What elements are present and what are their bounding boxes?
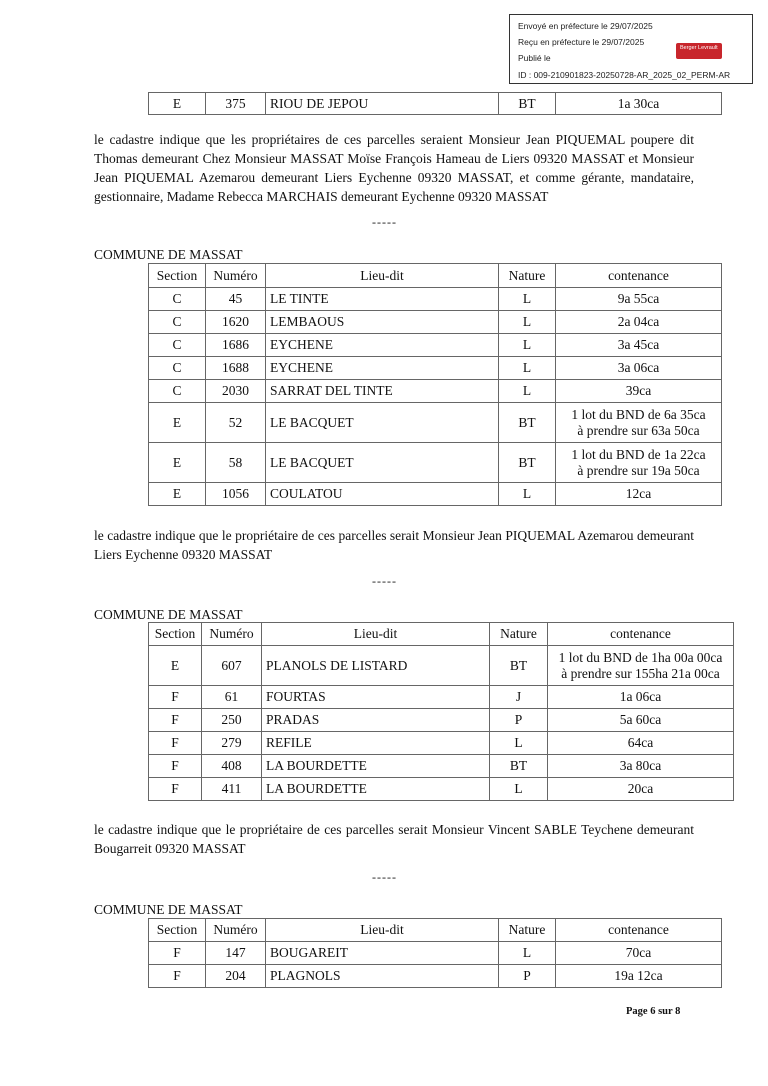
table-row	[149, 686, 734, 709]
cell-section: F	[149, 778, 202, 801]
cell-nature: BT	[499, 403, 556, 443]
cell-numero: 1686	[206, 334, 266, 357]
cell-nature: P	[499, 965, 556, 988]
cell-lieu-dit: LA BOURDETTE	[262, 755, 490, 778]
cell-nature: L	[490, 732, 548, 755]
cell-contenance	[556, 443, 722, 483]
cell-contenance: 3a 45ca	[556, 334, 722, 357]
page-current: 6	[650, 1006, 656, 1017]
cell-lieu-dit: REFILE	[262, 732, 490, 755]
header-numero: Numéro	[206, 919, 266, 942]
cell-numero: 1056	[206, 483, 266, 506]
contenance-line-1: 1 lot du BND de 1a 22ca	[571, 446, 706, 462]
cell-numero: 408	[202, 755, 262, 778]
cell-section: C	[149, 334, 206, 357]
header-numero: Numéro	[202, 623, 262, 646]
page-number	[626, 1006, 680, 1017]
cell-contenance: 12ca	[556, 483, 722, 506]
cell-section: E	[149, 483, 206, 506]
table-row	[149, 732, 734, 755]
cell-contenance: 3a 06ca	[556, 357, 722, 380]
cell-section: E	[149, 403, 206, 443]
cell-lieu-dit: LE BACQUET	[266, 403, 499, 443]
cell-nature: BT	[490, 646, 548, 686]
cell-contenance: 9a 55ca	[556, 288, 722, 311]
table-row	[149, 443, 722, 483]
cell-lieu-dit: FOURTAS	[262, 686, 490, 709]
table-row	[149, 288, 722, 311]
top-partial-table	[148, 92, 722, 115]
header-lieu-dit: Lieu-dit	[266, 264, 499, 288]
cell-lieu-dit: EYCHENE	[266, 357, 499, 380]
header-nature: Nature	[490, 623, 548, 646]
table-row	[149, 483, 722, 506]
header-contenance: contenance	[556, 264, 722, 288]
cell-nature: J	[490, 686, 548, 709]
cell-lieu-dit: LE BACQUET	[266, 443, 499, 483]
header-nature: Nature	[499, 919, 556, 942]
cell-numero: 58	[206, 443, 266, 483]
cell-nature: BT	[499, 443, 556, 483]
cell-numero: 147	[206, 942, 266, 965]
header-lieu-dit: Lieu-dit	[266, 919, 499, 942]
cell-numero: 1620	[206, 311, 266, 334]
contenance-line-2: à prendre sur 155ha 21a 00ca	[561, 665, 720, 681]
stamp-published: Publié le	[518, 53, 551, 63]
cell-nature: L	[499, 288, 556, 311]
header-section: Section	[149, 623, 202, 646]
page-of: sur	[658, 1006, 673, 1017]
header-nature: Nature	[499, 264, 556, 288]
table-row	[149, 965, 722, 988]
cell-section: F	[149, 755, 202, 778]
table-row	[149, 778, 734, 801]
table-header-row	[149, 919, 722, 942]
commune-heading: COMMUNE DE MASSAT	[94, 902, 243, 917]
parcel-table-3	[148, 918, 722, 988]
table-row	[149, 357, 722, 380]
cell-section: C	[149, 357, 206, 380]
cell-lieu-dit: LEMBAOUS	[266, 311, 499, 334]
cell-section: C	[149, 288, 206, 311]
header-section: Section	[149, 919, 206, 942]
cell-contenance: 1a 30ca	[556, 93, 722, 115]
table-row	[149, 403, 722, 443]
cell-numero: 2030	[206, 380, 266, 403]
cell-lieu-dit: COULATOU	[266, 483, 499, 506]
cell-contenance	[556, 403, 722, 443]
page-label: Page	[626, 1006, 648, 1017]
cell-numero: 279	[202, 732, 262, 755]
cell-contenance: 19a 12ca	[556, 965, 722, 988]
cell-nature: BT	[490, 755, 548, 778]
header-contenance: contenance	[548, 623, 734, 646]
table-row	[149, 942, 722, 965]
header-lieu-dit: Lieu-dit	[262, 623, 490, 646]
contenance-line-1: 1 lot du BND de 1ha 00a 00ca	[558, 649, 723, 665]
header-contenance: contenance	[556, 919, 722, 942]
table-row	[149, 755, 734, 778]
cell-contenance: 2a 04ca	[556, 311, 722, 334]
cell-contenance: 1a 06ca	[548, 686, 734, 709]
contenance-line-2: à prendre sur 19a 50ca	[577, 462, 700, 478]
cell-lieu-dit: SARRAT DEL TINTE	[266, 380, 499, 403]
cell-numero: 411	[202, 778, 262, 801]
parcel-table-1	[148, 263, 722, 506]
owners-paragraph-2: le cadastre indique que le propriétaire de ces parcelles serait Monsieur Jean PIQUEMAL Azemarou demeurant Liers Eychenne 09320 MASSAT	[94, 528, 694, 562]
logo-text: Berger Levrault	[680, 45, 718, 51]
cell-nature: L	[499, 942, 556, 965]
header-numero: Numéro	[206, 264, 266, 288]
cell-nature: L	[499, 311, 556, 334]
table-header-row	[149, 623, 734, 646]
cell-lieu-dit: BOUGAREIT	[266, 942, 499, 965]
separator: -----	[372, 215, 397, 229]
cell-section: E	[149, 93, 206, 115]
cell-numero: 250	[202, 709, 262, 732]
page-total: 8	[675, 1006, 681, 1017]
cell-contenance: 64ca	[548, 732, 734, 755]
contenance-line-2: à prendre sur 63a 50ca	[577, 422, 700, 438]
cell-nature: L	[499, 334, 556, 357]
owners-paragraph-1: le cadastre indique que les propriétaires de ces parcelles seraient Monsieur Jean PIQUEMAL poupere dit Thomas demeurant Chez Monsieur MASSAT Moïse François Hameau de Liers 09320 MASSAT et Monsieur Jean PIQUEMAL Azemarou demeurant Liers Eychenne 09320 MASSAT, et comme gérante, mandataire, gestionnaire, Madame Rebecca MARCHAIS demeurant Eychenne 09320 MASSAT	[94, 132, 694, 204]
header-section: Section	[149, 264, 206, 288]
cell-contenance: 3a 80ca	[548, 755, 734, 778]
cell-contenance: 39ca	[556, 380, 722, 403]
cell-numero: 61	[202, 686, 262, 709]
separator: -----	[372, 574, 397, 588]
cell-contenance: 70ca	[556, 942, 722, 965]
stamp-sent-date: Envoyé en préfecture le 29/07/2025	[518, 21, 653, 31]
cell-lieu-dit: RIOU DE JEPOU	[266, 93, 499, 115]
table-row	[149, 380, 722, 403]
table-row	[149, 93, 722, 115]
cell-nature: L	[499, 357, 556, 380]
cell-lieu-dit: PRADAS	[262, 709, 490, 732]
table-row	[149, 334, 722, 357]
cell-contenance: 20ca	[548, 778, 734, 801]
stamp-received-date: Reçu en préfecture le 29/07/2025	[518, 37, 645, 47]
commune-heading: COMMUNE DE MASSAT	[94, 247, 243, 262]
separator: -----	[372, 870, 397, 884]
cell-section: F	[149, 686, 202, 709]
cell-section: E	[149, 646, 202, 686]
cell-numero: 1688	[206, 357, 266, 380]
table-header-row	[149, 264, 722, 288]
cell-nature: P	[490, 709, 548, 732]
cell-nature: BT	[499, 93, 556, 115]
table-row	[149, 646, 734, 686]
cell-lieu-dit: PLANOLS DE LISTARD	[262, 646, 490, 686]
cell-nature: L	[499, 483, 556, 506]
cell-lieu-dit: LA BOURDETTE	[262, 778, 490, 801]
owners-paragraph-3: le cadastre indique que le propriétaire de ces parcelles serait Monsieur Vincent SABLE Teychene demeurant Bougarreit 09320 MASSAT	[94, 822, 694, 856]
cell-section: C	[149, 380, 206, 403]
cell-lieu-dit: EYCHENE	[266, 334, 499, 357]
cell-section: E	[149, 443, 206, 483]
commune-heading: COMMUNE DE MASSAT	[94, 607, 243, 622]
cell-numero: 204	[206, 965, 266, 988]
cell-contenance	[548, 646, 734, 686]
cell-numero: 52	[206, 403, 266, 443]
cell-section: F	[149, 732, 202, 755]
contenance-line-1: 1 lot du BND de 6a 35ca	[571, 406, 706, 422]
cell-nature: L	[490, 778, 548, 801]
berger-levrault-logo	[676, 43, 722, 59]
cell-section: C	[149, 311, 206, 334]
cell-numero: 375	[206, 93, 266, 115]
cell-numero: 607	[202, 646, 262, 686]
cell-lieu-dit: LE TINTE	[266, 288, 499, 311]
table-row	[149, 709, 734, 732]
cell-section: F	[149, 942, 206, 965]
table-row	[149, 311, 722, 334]
cell-section: F	[149, 965, 206, 988]
cell-section: F	[149, 709, 202, 732]
stamp-id: ID : 009-210901823-20250728-AR_2025_02_PERM-AR	[518, 70, 731, 80]
parcel-table-2	[148, 622, 734, 801]
cell-contenance: 5a 60ca	[548, 709, 734, 732]
cell-nature: L	[499, 380, 556, 403]
cell-lieu-dit: PLAGNOLS	[266, 965, 499, 988]
prefecture-stamp	[509, 14, 753, 84]
cell-numero: 45	[206, 288, 266, 311]
